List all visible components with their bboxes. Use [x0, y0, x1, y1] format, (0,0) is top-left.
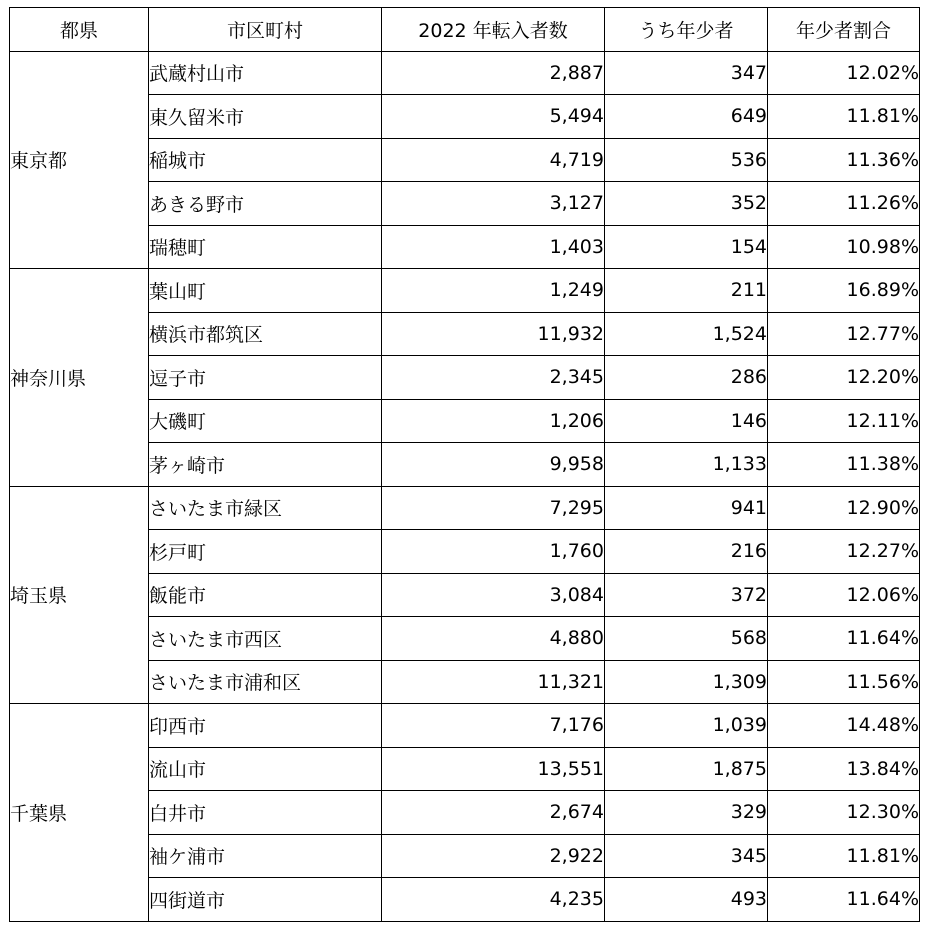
ratio-cell: 12.90% — [768, 486, 920, 530]
movers-cell: 11,321 — [382, 660, 605, 704]
movers-cell: 3,084 — [382, 573, 605, 617]
header-municipality: 市区町村 — [149, 8, 382, 52]
header-movers: 2022 年転入者数 — [382, 8, 605, 52]
municipality-cell: さいたま市緑区 — [149, 486, 382, 530]
municipality-cell: 杉戸町 — [149, 530, 382, 574]
youth-cell: 1,039 — [605, 704, 768, 748]
movers-cell: 2,922 — [382, 834, 605, 878]
municipality-cell: 袖ケ浦市 — [149, 834, 382, 878]
table-row — [10, 51, 920, 95]
movers-cell: 9,958 — [382, 443, 605, 487]
youth-cell: 146 — [605, 399, 768, 443]
municipality-cell: 茅ヶ崎市 — [149, 443, 382, 487]
ratio-cell: 12.27% — [768, 530, 920, 574]
table-row — [10, 704, 920, 748]
municipality-cell: さいたま市浦和区 — [149, 660, 382, 704]
ratio-cell: 11.36% — [768, 138, 920, 182]
movers-cell: 4,235 — [382, 878, 605, 922]
municipality-cell: 大磯町 — [149, 399, 382, 443]
movers-cell: 1,760 — [382, 530, 605, 574]
header-ratio: 年少者割合 — [768, 8, 920, 52]
ratio-cell: 12.02% — [768, 51, 920, 95]
youth-cell: 1,309 — [605, 660, 768, 704]
youth-cell: 568 — [605, 617, 768, 661]
ratio-cell: 12.77% — [768, 312, 920, 356]
movers-cell: 7,295 — [382, 486, 605, 530]
municipality-cell: 白井市 — [149, 791, 382, 835]
movers-cell: 3,127 — [382, 182, 605, 226]
movers-cell: 1,249 — [382, 269, 605, 313]
ratio-cell: 11.38% — [768, 443, 920, 487]
youth-cell: 536 — [605, 138, 768, 182]
youth-cell: 372 — [605, 573, 768, 617]
youth-cell: 649 — [605, 95, 768, 139]
ratio-cell: 12.11% — [768, 399, 920, 443]
ratio-cell: 11.64% — [768, 617, 920, 661]
movers-cell: 1,403 — [382, 225, 605, 269]
youth-cell: 345 — [605, 834, 768, 878]
ratio-cell: 12.06% — [768, 573, 920, 617]
ratio-cell: 11.56% — [768, 660, 920, 704]
municipality-cell: 四街道市 — [149, 878, 382, 922]
municipality-cell: 逗子市 — [149, 356, 382, 400]
municipality-cell: 印西市 — [149, 704, 382, 748]
youth-cell: 493 — [605, 878, 768, 922]
header-prefecture: 都県 — [10, 8, 149, 52]
ratio-cell: 11.81% — [768, 95, 920, 139]
municipality-cell: 瑞穂町 — [149, 225, 382, 269]
movers-cell: 2,345 — [382, 356, 605, 400]
movers-cell: 7,176 — [382, 704, 605, 748]
municipality-cell: 武蔵村山市 — [149, 51, 382, 95]
table-row — [10, 486, 920, 530]
municipality-cell: あきる野市 — [149, 182, 382, 226]
municipality-cell: 葉山町 — [149, 269, 382, 313]
movers-cell: 13,551 — [382, 747, 605, 791]
municipality-cell: 稲城市 — [149, 138, 382, 182]
table-row — [10, 269, 920, 313]
youth-ratio-table — [9, 7, 920, 922]
prefecture-cell: 埼玉県 — [10, 486, 149, 704]
ratio-cell: 11.26% — [768, 182, 920, 226]
youth-cell: 352 — [605, 182, 768, 226]
movers-cell: 5,494 — [382, 95, 605, 139]
header-youth: うち年少者 — [605, 8, 768, 52]
prefecture-cell: 千葉県 — [10, 704, 149, 922]
ratio-cell: 13.84% — [768, 747, 920, 791]
municipality-cell: 飯能市 — [149, 573, 382, 617]
movers-cell: 11,932 — [382, 312, 605, 356]
ratio-cell: 12.30% — [768, 791, 920, 835]
prefecture-cell: 神奈川県 — [10, 269, 149, 487]
movers-cell: 2,887 — [382, 51, 605, 95]
ratio-cell: 14.48% — [768, 704, 920, 748]
youth-cell: 941 — [605, 486, 768, 530]
movers-cell: 1,206 — [382, 399, 605, 443]
youth-cell: 347 — [605, 51, 768, 95]
youth-cell: 329 — [605, 791, 768, 835]
municipality-cell: さいたま市西区 — [149, 617, 382, 661]
header-row — [10, 8, 920, 52]
youth-cell: 216 — [605, 530, 768, 574]
youth-cell: 286 — [605, 356, 768, 400]
municipality-cell: 流山市 — [149, 747, 382, 791]
ratio-cell: 10.98% — [768, 225, 920, 269]
youth-cell: 1,524 — [605, 312, 768, 356]
movers-cell: 2,674 — [382, 791, 605, 835]
ratio-cell: 11.81% — [768, 834, 920, 878]
prefecture-cell: 東京都 — [10, 51, 149, 269]
ratio-cell: 16.89% — [768, 269, 920, 313]
ratio-cell: 11.64% — [768, 878, 920, 922]
youth-cell: 211 — [605, 269, 768, 313]
youth-cell: 1,133 — [605, 443, 768, 487]
movers-cell: 4,880 — [382, 617, 605, 661]
movers-cell: 4,719 — [382, 138, 605, 182]
youth-cell: 154 — [605, 225, 768, 269]
youth-cell: 1,875 — [605, 747, 768, 791]
municipality-cell: 東久留米市 — [149, 95, 382, 139]
ratio-cell: 12.20% — [768, 356, 920, 400]
municipality-cell: 横浜市都筑区 — [149, 312, 382, 356]
